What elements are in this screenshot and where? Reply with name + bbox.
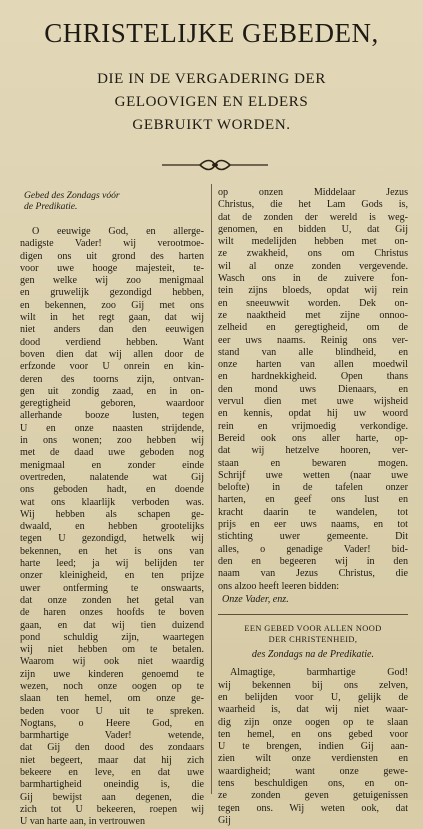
text-line: en bekennen, zoo Gij met ons (20, 299, 204, 311)
text-line: digen ons uit grond des harten (20, 250, 204, 262)
text-line: gen welke wij zoo menigmaal (20, 275, 204, 287)
text-line: zelheid en geregtigheid, om de (218, 322, 408, 334)
text-line: overtreden, nalatende wat Gij (20, 471, 204, 483)
right-column (218, 187, 408, 827)
text-line: Nogtans, o Heere God, en (20, 717, 204, 729)
text-line: wilt in het regt gaan, dat wij (20, 312, 204, 324)
text-line: nadigste Vader! wij verootmoe- (20, 238, 204, 250)
text-line: waarheid is, dat wij niet waar- (218, 704, 408, 716)
text-line: tein zijns bloeds, opdat wij rein (218, 285, 408, 297)
text-line: stichting uwer gemeente. Dit (218, 531, 408, 543)
text-line: waardigheid; want onze gewe- (218, 765, 408, 777)
text-line: onzer kleinigheid, en ten prijze (20, 570, 204, 582)
text-line: allerhande booze lusten, tegen (20, 410, 204, 422)
text-line: ten hemel, en ons gebed voor (218, 728, 408, 740)
column-divider (211, 184, 212, 794)
text-line: bekennen, en het is ons van (20, 545, 204, 557)
text-line: bekeere en leve, en dat uwe (20, 767, 204, 779)
text-line: rein en vrijmoedig verkondige. (218, 420, 408, 432)
text-line: staan en bewaren mogen. (218, 457, 408, 469)
prayer-text (20, 226, 204, 829)
text-line: in ons wonen; zoo hebben wij (20, 435, 204, 447)
text-line: tegen ons. Wij weten ook, dat (218, 802, 408, 814)
text-line: wezen, noch onze oogen op te (20, 680, 204, 692)
text-line: erfzonde voor U onrein en kin- (20, 361, 204, 373)
text-line: beden voor U uit te spreken. (20, 705, 204, 717)
text-line: Almagtige, barmhartige God! (230, 667, 408, 679)
page-title: CHRISTELIJKE GEBEDEN, (44, 18, 379, 48)
text-line: dat Gij den dood des zondaars (20, 742, 204, 754)
prayer-heading (24, 190, 204, 212)
text-line: zijn uwe kinderen genoemd te (20, 668, 204, 680)
text-line: harten, en geef ons lust en (218, 494, 408, 506)
text-line: tens beschuldigen ons, en on- (218, 778, 408, 790)
text-line: ons alzoo heeft leeren bidden: (218, 580, 340, 592)
text-line: U van harte aan, in vertrouwen (20, 816, 145, 828)
text-line: uwer ontferming te onswaarts, (20, 582, 204, 594)
section-separator (218, 614, 408, 615)
left-column (20, 190, 204, 829)
text-line: Gij bewijst aan degenen, die (20, 791, 204, 803)
text-line: dig zijn onze oogen op te slaan (218, 716, 408, 728)
text-line: met de daad uwe geboden nog (20, 447, 204, 459)
subtitle-line: GEBRUIKT WORDEN. (132, 117, 291, 133)
text-line: wij bekennen bij ons zelven, (218, 679, 408, 691)
text-line: niet anders dan den eeuwigen (20, 324, 204, 336)
text-line: en kennis, opdat hij uw woord (218, 408, 408, 420)
subtitle-line: GELOOVIGEN EN ELDERS (114, 94, 309, 110)
text-line: naam van Jezus Christus, die (218, 568, 408, 580)
text-line: den en begeeren wij in den (218, 555, 408, 567)
text-line: dood verdiend hebben. Want (20, 336, 204, 348)
section-subheading: des Zondags na de Predikatie. (251, 649, 375, 661)
text-line: dwaald, en hebben grootelijks (20, 521, 204, 533)
text-line: wat ons klaarlijk verboden was. (20, 496, 204, 508)
text-line: Gij (218, 814, 231, 826)
text-line: en hardnekkigheid. Open thans (218, 371, 408, 383)
text-line: harte leed; ja wij belijden ter (20, 558, 204, 570)
second-prayer-text (218, 667, 408, 827)
text-line: dat onze zonden het getal van (20, 594, 204, 606)
text-line: U en onze naasten strijdende, (20, 422, 204, 434)
prayer-closing: Onze Vader, enz. (222, 593, 289, 605)
text-line: barmhartige Vader! wetende, (20, 730, 204, 742)
page-subtitle (0, 68, 423, 137)
text-line: en belijden voor U, gelijk de (218, 691, 408, 703)
text-line: Christus, die het Lam Gods is, (218, 199, 408, 211)
text-line: slaan ten hemel, om onze ge- (20, 693, 204, 705)
text-line: stand van alle blindheid, en (218, 346, 408, 358)
text-line: wilt medelijden hebben met on- (218, 236, 408, 248)
text-line: Waarom wij ook niet waardig (20, 656, 204, 668)
subtitle-line: DIE IN DE VERGADERING DER (97, 71, 326, 87)
text-line: ze naaktheid met zijne onnoo- (218, 309, 408, 321)
text-line: Bereid ook ons aller harte, op- (218, 432, 408, 444)
text-line: dat wij hetzelve hooren, ver- (218, 445, 408, 457)
prayer-heading-line: de Predikatie. (24, 201, 78, 212)
ornament-divider-icon (160, 158, 270, 172)
text-line: boven dien dat wij allen door de (20, 348, 204, 360)
text-line: alles, o genadige Vader! bid- (218, 543, 408, 555)
text-line: genomen, en bidden U, dat Gij (218, 223, 408, 235)
text-line: de haren onzes hoofds te boven (20, 607, 204, 619)
text-line: ons geboden hadt, en doende (20, 484, 204, 496)
text-line: belofte) in de tafelen onzer (218, 482, 408, 494)
text-line: kracht daarin te wandelen, tot (218, 506, 408, 518)
text-line: en sneeuwwit worden. Dek on- (218, 297, 408, 309)
text-line: tegen U gezondigd, hetwelk wij (20, 533, 204, 545)
text-line: vervul dien met uwe wijsheid (218, 396, 408, 408)
text-line: Schrijf uwe wetten (naar uwe (218, 469, 408, 481)
text-line: ze zonden geven getuigenissen (218, 790, 408, 802)
section-heading (218, 623, 408, 645)
text-line: gen uit zondig zaad, en in on- (20, 385, 204, 397)
text-line: niet begeert, maar dat hij zich (20, 754, 204, 766)
text-line: ze zwakheid, ons om Christus (218, 248, 408, 260)
text-line: voor uwe hooge majesteit, te- (20, 262, 204, 274)
text-line: Wij hebben als schapen ge- (20, 508, 204, 520)
text-line: en gruwelijk gezondigd hebben, (20, 287, 204, 299)
text-line: menigmaal en zonder einde (20, 459, 204, 471)
text-line: Wasch ons in de zuivere fon- (218, 273, 408, 285)
text-line: geregtigheid geboren, waardoor (20, 398, 204, 410)
text-line: zich tot U bekeeren, roepen wij (20, 803, 204, 815)
text-line: zien wilt onze verdiensten en (218, 753, 408, 765)
text-line: deren des toorns zijn, ontvan- (20, 373, 204, 385)
prayer-text-continued (218, 187, 408, 593)
text-line: dat de zonden der wereld is weg- (218, 211, 408, 223)
prayer-heading-line: Gebed des Zondags vóór (24, 190, 120, 201)
text-line: eer uws naams. Reinig ons ver- (218, 334, 408, 346)
text-line: U te brengen, indien Gij aan- (218, 741, 408, 753)
text-line: prijs en eer uws naams, en tot (218, 519, 408, 531)
section-heading-line: DER CHRISTENHEID, (268, 635, 358, 645)
text-line: gaan, en dat wij tien duizend (20, 619, 204, 631)
section-heading-line: EEN GEBED VOOR ALLEN NOOD (244, 624, 382, 634)
text-line: wil al onze zonden vergevende. (218, 260, 408, 272)
text-line: O eeuwige God, en allerge- (32, 226, 204, 237)
text-line: onze harten van allen moedwil (218, 359, 408, 371)
text-line: barmhartigheid oneindig is, die (20, 779, 204, 791)
text-line: den mond uws Dienaars, en (218, 383, 408, 395)
text-line: pond schuldig zijn, waartegen (20, 631, 204, 643)
text-line: op onzen Middelaar Jezus (218, 187, 408, 198)
text-line: wij niet hebben om te betalen. (20, 644, 204, 656)
